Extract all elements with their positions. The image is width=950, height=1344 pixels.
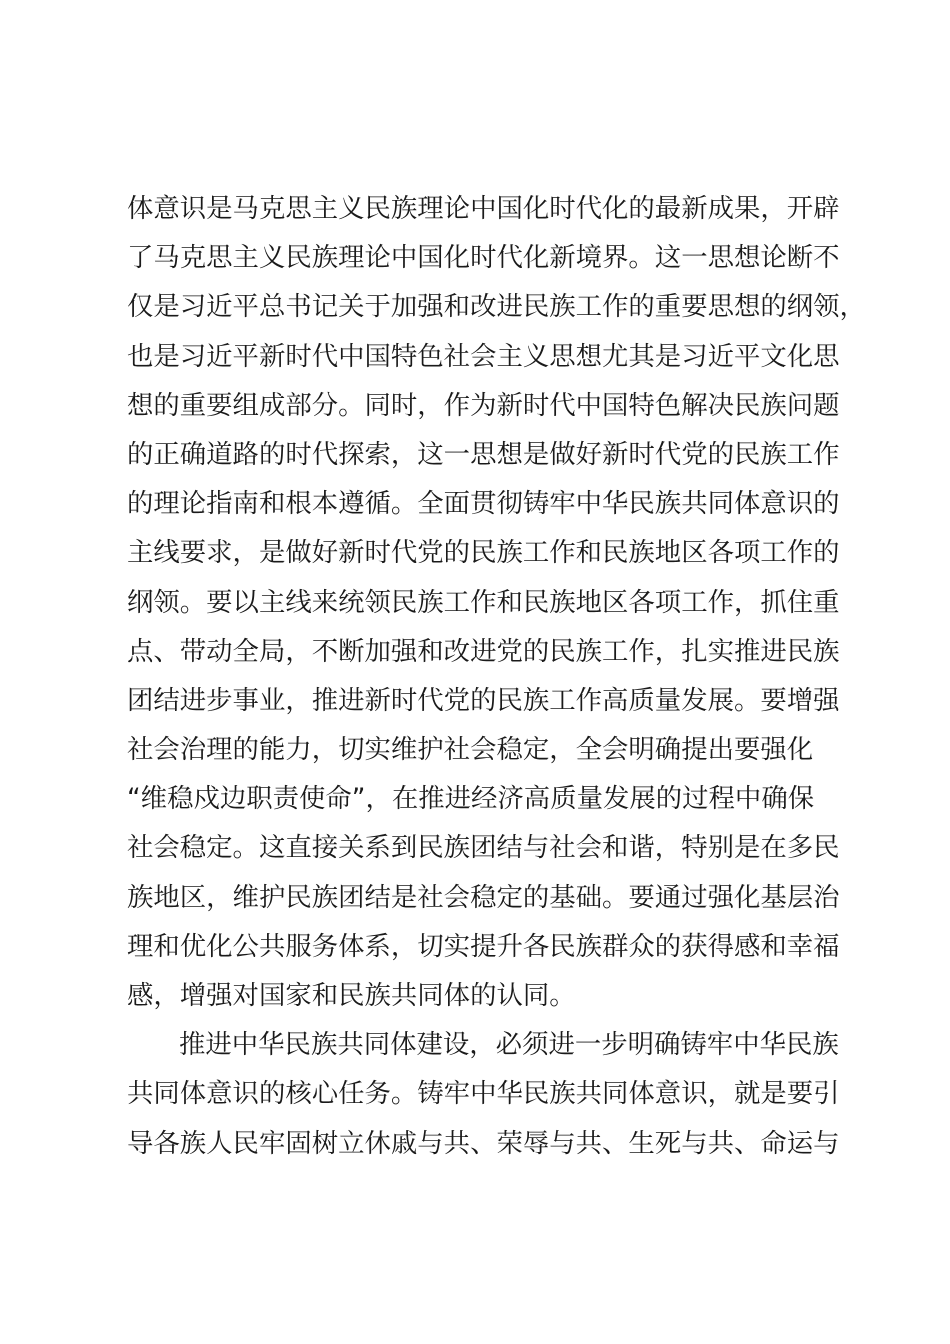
text-line: 社会稳定。这直接关系到民族团结与社会和谐，特别是在多民 [127,832,840,864]
text-line: 也是习近平新时代中国特色社会主义思想尤其是习近平文化思 [127,340,840,372]
text-line: 理和优化公共服务体系，切实提升各民族群众的获得感和幸福 [127,930,840,962]
text-line: 想的重要组成部分。同时，作为新时代中国特色解决民族问题 [127,389,840,421]
text-line: 团结进步事业，推进新时代党的民族工作高质量发展。要增强 [127,684,840,716]
text-line: 的理论指南和根本遵循。全面贯彻铸牢中华民族共同体意识的 [127,488,840,520]
text-line: 族地区，维护民族团结是社会稳定的基础。要通过强化基层治 [127,881,840,913]
text-line: 共同体意识的核心任务。铸牢中华民族共同体意识，就是要引 [127,1078,840,1110]
text-line: 的正确道路的时代探索，这一思想是做好新时代党的民族工作 [127,438,840,470]
text-line: 了马克思主义民族理论中国化时代化新境界。这一思想论断不 [127,242,840,274]
text-line: 点、带动全局，不断加强和改进党的民族工作，扎实推进民族 [127,635,840,667]
paragraph-2 [127,1020,847,1168]
text-line: 纲领。要以主线来统领民族工作和民族地区各项工作，抓住重 [127,586,840,618]
text-line: 推进中华民族共同体建设，必须进一步明确铸牢中华民族 [179,1029,839,1061]
text-line: 导各族人民牢固树立休戚与共、荣辱与共、生死与共、命运与 [127,1127,840,1159]
text-line: 主线要求，是做好新时代党的民族工作和民族地区各项工作的 [127,537,840,569]
paragraph-1 [127,184,866,1020]
body-text [127,184,866,1168]
text-line: 社会治理的能力，切实维护社会稳定，全会明确提出要强化 [127,734,814,766]
text-line: “维稳戍边职责使命”，在推进经济高质量发展的过程中确保 [127,783,815,815]
text-line: 体意识是马克思主义民族理论中国化时代化的最新成果，开辟 [127,193,840,224]
text-line: 感，增强对国家和民族共同体的认同。 [127,980,576,1011]
text-line: 仅是习近平总书记关于加强和改进民族工作的重要思想的纲领， [127,291,866,323]
